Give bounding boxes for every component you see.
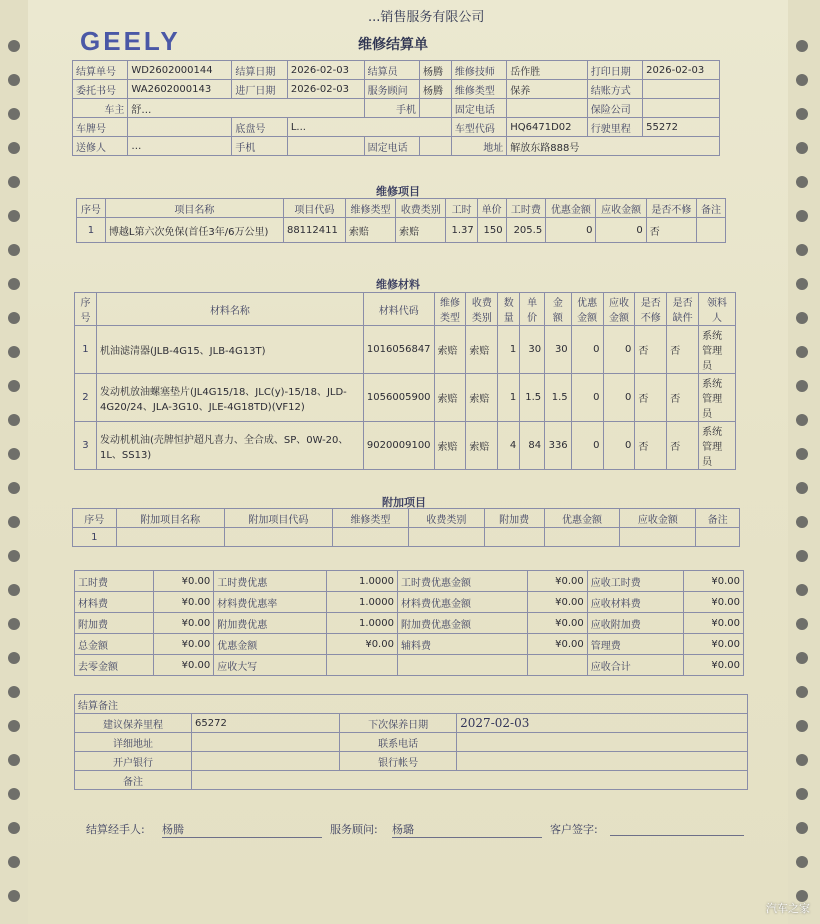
model-code: HQ6471D02 — [507, 118, 587, 137]
label: 委托书号 — [73, 80, 128, 99]
label: 详细地址 — [75, 733, 192, 752]
table-cell: 150 — [477, 218, 506, 243]
sender: … — [128, 137, 232, 156]
settle-no: WD2602000144 — [128, 61, 232, 80]
feed-hole — [8, 720, 20, 732]
settle-notes-table — [74, 694, 748, 790]
totals-label: 材料费优惠率 — [214, 592, 327, 613]
feed-hole — [796, 618, 808, 630]
table-cell: 9020009100 — [363, 422, 434, 470]
label: 地址 — [451, 137, 506, 156]
feed-hole — [8, 516, 20, 528]
table-cell: 88112411 — [283, 218, 345, 243]
feed-hole — [8, 788, 20, 800]
table-cell: 30 — [545, 326, 572, 374]
header-row — [73, 137, 720, 156]
table-cell — [224, 528, 332, 547]
table-cell: 1.37 — [446, 218, 477, 243]
column-header: 附加项目代码 — [224, 509, 332, 528]
sender-phone — [420, 137, 452, 156]
column-header: 材料代码 — [363, 293, 434, 326]
table-cell — [620, 528, 696, 547]
table-row — [77, 218, 726, 243]
table-cell: 4 — [498, 422, 520, 470]
label: 备注 — [75, 771, 192, 790]
settle-date: 2026-02-03 — [287, 61, 364, 80]
column-header: 应收金额 — [603, 293, 635, 326]
totals-label: 工时费 — [75, 571, 154, 592]
table-cell: 索赔 — [434, 326, 466, 374]
column-header: 备注 — [696, 509, 740, 528]
table-header-row — [75, 293, 736, 326]
owner: 舒… — [128, 99, 364, 118]
pay-method — [643, 80, 720, 99]
totals-value: ¥0.00 — [154, 592, 214, 613]
table-cell: 1 — [77, 218, 106, 243]
settle-notes-title: 结算备注 — [75, 695, 748, 714]
customer-signature — [610, 821, 744, 836]
feed-hole — [796, 652, 808, 664]
feed-hole — [796, 108, 808, 120]
label: 联系电话 — [340, 733, 457, 752]
table-cell: 0 — [571, 374, 603, 422]
vin: L... — [287, 118, 451, 137]
totals-value — [327, 655, 398, 676]
totals-value: ¥0.00 — [683, 613, 743, 634]
label: 底盘号 — [232, 118, 287, 137]
feed-hole — [8, 414, 20, 426]
header-row — [73, 61, 720, 80]
watermark: 汽车之家 — [766, 902, 810, 915]
totals-value: ¥0.00 — [154, 655, 214, 676]
table-cell: 索赔 — [434, 374, 466, 422]
company-name: ...销售服务有限公司 — [368, 10, 485, 25]
label: 保险公司 — [587, 99, 642, 118]
document-title: 维修结算单 — [358, 37, 428, 53]
label: 行驶里程 — [587, 118, 642, 137]
handler-label: 结算经手人: — [86, 823, 145, 836]
insurance — [643, 99, 720, 118]
table-cell — [408, 528, 484, 547]
feed-hole — [796, 448, 808, 460]
table-cell: 0 — [546, 218, 596, 243]
table-cell: 0 — [603, 374, 635, 422]
column-header: 维修类型 — [434, 293, 466, 326]
column-header: 序号 — [77, 199, 106, 218]
table-cell — [116, 528, 224, 547]
table-cell: 否 — [635, 422, 667, 470]
right-tractor-strip — [788, 0, 820, 924]
column-header: 维修类型 — [333, 509, 409, 528]
totals-label: 辅料费 — [397, 634, 527, 655]
feed-hole — [796, 74, 808, 86]
feed-hole — [8, 448, 20, 460]
label: 下次保养日期 — [340, 714, 457, 733]
advisor: 杨腾 — [420, 80, 452, 99]
label: 结账方式 — [587, 80, 642, 99]
bank-account — [457, 752, 748, 771]
label: 维修技师 — [451, 61, 506, 80]
totals-label: 去零金额 — [75, 655, 154, 676]
totals-label: 工时费优惠金额 — [397, 571, 527, 592]
label: 固定电话 — [451, 99, 506, 118]
customer-label: 客户签字: — [550, 823, 598, 836]
table-cell: 否 — [667, 326, 699, 374]
column-header: 维修类型 — [345, 199, 395, 218]
table-cell: 0 — [571, 326, 603, 374]
mileage: 55272 — [643, 118, 720, 137]
feed-hole — [8, 482, 20, 494]
table-cell: 索赔 — [466, 326, 498, 374]
totals-label: 优惠金额 — [214, 634, 327, 655]
feed-hole — [8, 108, 20, 120]
column-header: 附加项目名称 — [116, 509, 224, 528]
table-cell: 索赔 — [466, 422, 498, 470]
totals-label: 管理费 — [587, 634, 683, 655]
totals-value: ¥0.00 — [527, 613, 587, 634]
label: 银行帐号 — [340, 752, 457, 771]
feed-hole — [796, 516, 808, 528]
advisor-signature: 杨璐 — [392, 821, 542, 838]
totals-value: ¥0.00 — [683, 571, 743, 592]
label: 服务顾问 — [364, 80, 419, 99]
table-cell: 索赔 — [345, 218, 395, 243]
table-cell: 否 — [667, 422, 699, 470]
table-cell: 1.5 — [545, 374, 572, 422]
column-header: 收费类别 — [466, 293, 498, 326]
header-row — [73, 118, 720, 137]
table-cell: 1 — [498, 326, 520, 374]
column-header: 应收金额 — [620, 509, 696, 528]
label: 固定电话 — [364, 137, 419, 156]
totals-value: ¥0.00 — [527, 634, 587, 655]
label: 手机 — [232, 137, 287, 156]
totals-value: ¥0.00 — [527, 592, 587, 613]
feed-hole — [796, 380, 808, 392]
label: 建议保养里程 — [75, 714, 192, 733]
label: 车主 — [73, 99, 128, 118]
feed-hole — [796, 346, 808, 358]
column-header: 领料人 — [699, 293, 736, 326]
geely-logo: GEELY — [80, 26, 181, 56]
label: 维修类型 — [451, 80, 506, 99]
feed-hole — [8, 142, 20, 154]
totals-label: 应收附加费 — [587, 613, 683, 634]
feed-hole — [796, 856, 808, 868]
feed-hole — [796, 176, 808, 188]
materials-table — [74, 292, 736, 470]
feed-hole — [8, 278, 20, 290]
totals-value: ¥0.00 — [683, 592, 743, 613]
table-header-row — [73, 509, 740, 528]
feed-hole — [8, 652, 20, 664]
column-header: 优惠金额 — [571, 293, 603, 326]
sender-mobile — [287, 137, 364, 156]
totals-value: 1.0000 — [327, 571, 398, 592]
feed-hole — [8, 618, 20, 630]
feed-hole — [8, 40, 20, 52]
totals-label: 附加费优惠 — [214, 613, 327, 634]
table-cell: 2 — [75, 374, 97, 422]
table-cell: 索赔 — [466, 374, 498, 422]
feed-hole — [8, 686, 20, 698]
table-cell: 3 — [75, 422, 97, 470]
next-date: 2027-02-03 — [457, 714, 748, 733]
totals-value: 1.0000 — [327, 613, 398, 634]
table-cell: 机油滤清器(JLB-4G15、JLB-4G13T) — [96, 326, 363, 374]
feed-hole — [796, 40, 808, 52]
feed-hole — [796, 312, 808, 324]
bank — [192, 752, 340, 771]
feed-hole — [8, 244, 20, 256]
label: 手机 — [364, 99, 419, 118]
feed-hole — [796, 890, 808, 902]
contact-phone — [457, 733, 748, 752]
table-cell: 205.5 — [506, 218, 546, 243]
label: 车牌号 — [73, 118, 128, 137]
totals-value — [527, 655, 587, 676]
materials-title: 维修材料 — [376, 278, 420, 291]
feed-hole — [8, 890, 20, 902]
column-header: 优惠金额 — [546, 199, 596, 218]
repair-items-title: 维修项目 — [376, 185, 420, 198]
totals-row — [75, 592, 744, 613]
feed-hole — [796, 754, 808, 766]
table-cell: 0 — [596, 218, 646, 243]
mobile — [420, 99, 452, 118]
fixed-phone — [507, 99, 587, 118]
label: 送修人 — [73, 137, 128, 156]
column-header: 工时费 — [506, 199, 546, 218]
feed-hole — [8, 822, 20, 834]
table-cell: 系统管理员 — [699, 326, 736, 374]
feed-hole — [796, 210, 808, 222]
table-cell — [484, 528, 544, 547]
feed-hole — [796, 584, 808, 596]
handler-signature: 杨腾 — [162, 821, 322, 838]
column-header: 是否缺件 — [667, 293, 699, 326]
repair-items-table — [76, 198, 726, 243]
totals-label: 工时费优惠 — [214, 571, 327, 592]
label: 开户银行 — [75, 752, 192, 771]
table-cell: 否 — [635, 326, 667, 374]
table-cell: 0 — [603, 326, 635, 374]
column-header: 附加费 — [484, 509, 544, 528]
column-header: 项目名称 — [105, 199, 283, 218]
label: 车型代码 — [451, 118, 506, 137]
totals-value: ¥0.00 — [154, 634, 214, 655]
feed-hole — [796, 244, 808, 256]
header-row — [73, 99, 720, 118]
feed-hole — [796, 414, 808, 426]
totals-row — [75, 655, 744, 676]
totals-value: ¥0.00 — [154, 571, 214, 592]
totals-value: ¥0.00 — [527, 571, 587, 592]
totals-label: 材料费 — [75, 592, 154, 613]
totals-table — [74, 570, 744, 676]
column-header: 材料名称 — [96, 293, 363, 326]
column-header: 收费类别 — [408, 509, 484, 528]
detail-addr — [192, 733, 340, 752]
feed-hole — [8, 856, 20, 868]
table-cell: 系统管理员 — [699, 374, 736, 422]
column-header: 备注 — [697, 199, 726, 218]
header-table — [72, 60, 720, 156]
column-header: 金额 — [545, 293, 572, 326]
table-cell: 否 — [635, 374, 667, 422]
repair-type: 保养 — [507, 80, 587, 99]
totals-value: ¥0.00 — [683, 634, 743, 655]
table-cell: 系统管理员 — [699, 422, 736, 470]
label: 结算日期 — [232, 61, 287, 80]
column-header: 项目代码 — [283, 199, 345, 218]
feed-hole — [796, 720, 808, 732]
table-cell: 发动机放油螺塞垫片(JL4G15/18、JLC(y)-15/18、JLD-4G20/24、JLA-3G10、JLE-4G18TD)(VF12) — [96, 374, 363, 422]
feed-hole — [796, 482, 808, 494]
column-header: 是否不修 — [635, 293, 667, 326]
table-cell: 1 — [498, 374, 520, 422]
table-cell: 否 — [646, 218, 696, 243]
table-cell: 1 — [73, 528, 117, 547]
feed-hole — [8, 176, 20, 188]
feed-hole — [8, 74, 20, 86]
table-row — [75, 422, 736, 470]
table-cell: 索赔 — [396, 218, 446, 243]
totals-value: ¥0.00 — [154, 613, 214, 634]
label: 结算单号 — [73, 61, 128, 80]
totals-label: 应收合计 — [587, 655, 683, 676]
totals-label: 应收材料费 — [587, 592, 683, 613]
feed-hole — [796, 550, 808, 562]
totals-value: 1.0000 — [327, 592, 398, 613]
table-cell: 索赔 — [434, 422, 466, 470]
feed-hole — [8, 754, 20, 766]
feed-hole — [8, 380, 20, 392]
label: 打印日期 — [587, 61, 642, 80]
order-no: WA2602000143 — [128, 80, 232, 99]
totals-row — [75, 571, 744, 592]
column-header: 数量 — [498, 293, 520, 326]
table-cell — [697, 218, 726, 243]
table-cell — [544, 528, 620, 547]
feed-hole — [8, 584, 20, 596]
table-row — [73, 528, 740, 547]
feed-hole — [796, 822, 808, 834]
table-cell: 否 — [667, 374, 699, 422]
extras-table — [72, 508, 740, 547]
totals-row — [75, 634, 744, 655]
table-cell: 发动机机油(壳牌恒护超凡喜力、全合成、SP、0W-20、1L、SS13) — [96, 422, 363, 470]
totals-label: 应收大写 — [214, 655, 327, 676]
advisor-label: 服务顾问: — [330, 823, 378, 836]
feed-hole — [8, 312, 20, 324]
plate — [128, 118, 232, 137]
totals-label: 附加费优惠金额 — [397, 613, 527, 634]
table-cell — [333, 528, 409, 547]
header-row — [73, 80, 720, 99]
totals-row — [75, 613, 744, 634]
next-mileage: 65272 — [192, 714, 340, 733]
feed-hole — [796, 142, 808, 154]
table-cell: 336 — [545, 422, 572, 470]
label: 进厂日期 — [232, 80, 287, 99]
table-cell: 1016056847 — [363, 326, 434, 374]
feed-hole — [796, 278, 808, 290]
tech: 岳作胜 — [507, 61, 587, 80]
totals-label: 材料费优惠金额 — [397, 592, 527, 613]
extras-title: 附加项目 — [382, 496, 426, 509]
print-date: 2026-02-03 — [643, 61, 720, 80]
feed-hole — [8, 346, 20, 358]
totals-label: 应收工时费 — [587, 571, 683, 592]
table-row — [75, 374, 736, 422]
column-header: 序号 — [75, 293, 97, 326]
table-cell: 博越L第六次免保(首任3年/6万公里) — [105, 218, 283, 243]
column-header: 是否不修 — [646, 199, 696, 218]
column-header: 工时 — [446, 199, 477, 218]
feed-hole — [796, 686, 808, 698]
address: 解放东路888号 — [507, 137, 720, 156]
column-header: 单价 — [477, 199, 506, 218]
totals-label — [397, 655, 527, 676]
totals-label: 附加费 — [75, 613, 154, 634]
table-cell: 1056005900 — [363, 374, 434, 422]
feed-hole — [796, 788, 808, 800]
table-cell — [696, 528, 740, 547]
label: 结算员 — [364, 61, 419, 80]
table-cell: 0 — [571, 422, 603, 470]
totals-value: ¥0.00 — [327, 634, 398, 655]
table-cell: 0 — [603, 422, 635, 470]
table-cell: 1.5 — [520, 374, 545, 422]
column-header: 收费类别 — [396, 199, 446, 218]
column-header: 序号 — [73, 509, 117, 528]
table-header-row — [77, 199, 726, 218]
column-header: 应收金额 — [596, 199, 646, 218]
table-cell: 84 — [520, 422, 545, 470]
feed-hole — [8, 550, 20, 562]
table-cell: 1 — [75, 326, 97, 374]
table-cell: 30 — [520, 326, 545, 374]
column-header: 单价 — [520, 293, 545, 326]
left-tractor-strip — [0, 0, 28, 924]
settler: 杨腾 — [420, 61, 452, 80]
table-row — [75, 326, 736, 374]
column-header: 优惠金额 — [544, 509, 620, 528]
totals-label: 总金额 — [75, 634, 154, 655]
remark — [192, 771, 748, 790]
feed-hole — [8, 210, 20, 222]
in-date: 2026-02-03 — [287, 80, 364, 99]
totals-value: ¥0.00 — [683, 655, 743, 676]
